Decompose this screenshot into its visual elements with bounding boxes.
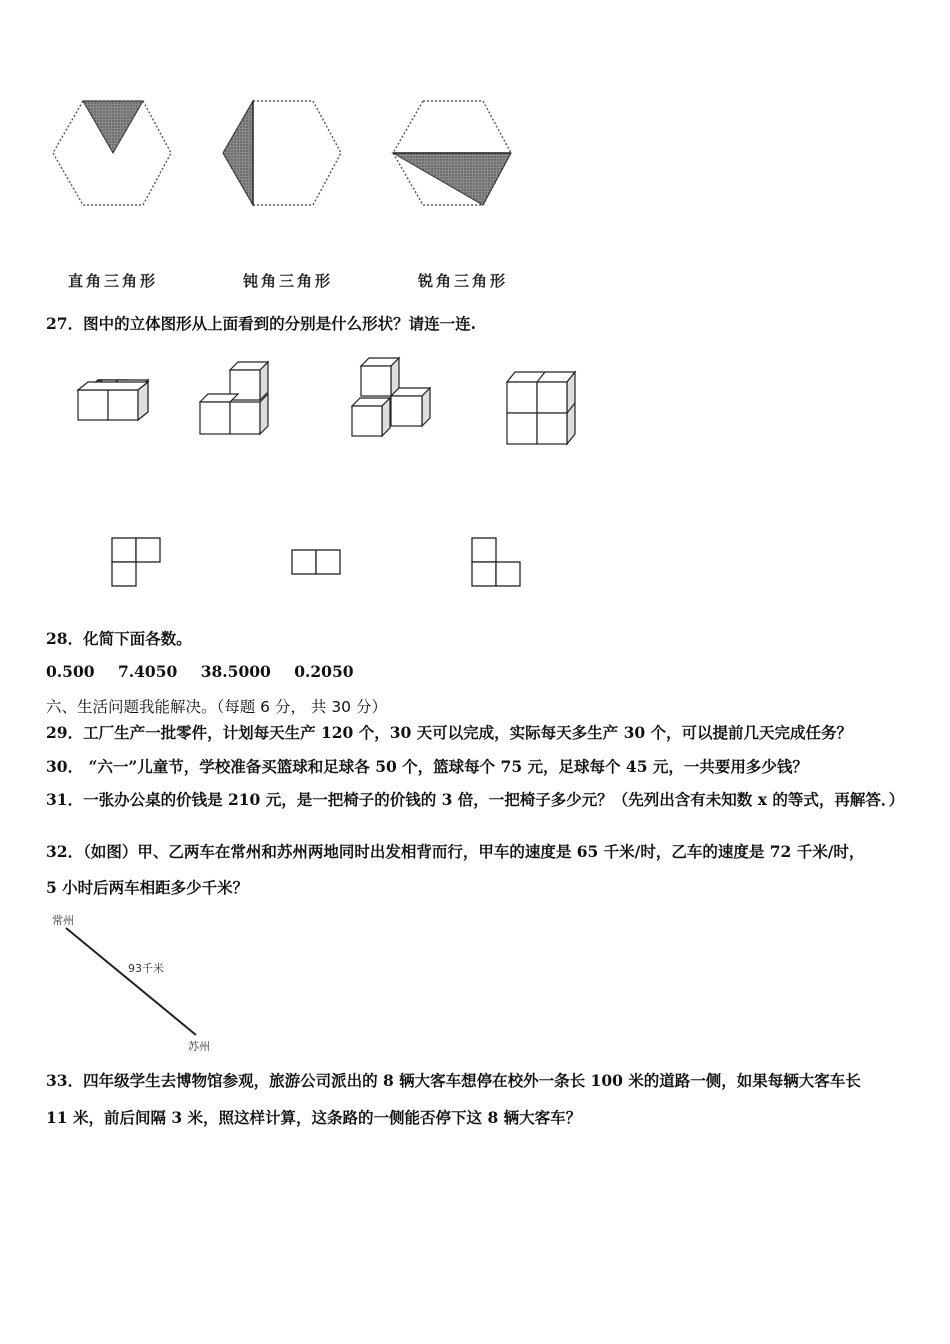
number-item: 7.4050: [117, 662, 178, 681]
solid-figures: [70, 350, 590, 450]
question-27: 27．图中的立体图形从上面看到的分别是什么形状？请连一连.: [46, 314, 476, 333]
solid-figure-3: [352, 358, 430, 436]
solid-figure-4: [507, 372, 575, 444]
number-item: 0.2050: [294, 662, 354, 681]
hexagon-figures: [40, 90, 540, 215]
question-31: 31．一张办公桌的价钱是 210 元，是一把椅子的价钱的 3 倍，一把椅子多少元？（先列出含有未知数 x 的等式，再解答．）: [46, 790, 905, 809]
solid-figure-2: [200, 362, 268, 434]
solid-figure-1: [78, 380, 148, 420]
question-28: 28．化简下面各数。: [46, 629, 192, 648]
distance-label: 93千米: [128, 962, 164, 975]
question-32-line2: 5 小时后两车相距多少千米？: [46, 878, 249, 897]
city-b-label: 苏州: [188, 1040, 210, 1053]
city-a-label: 常州: [52, 914, 74, 927]
question-29: 29．工厂生产一批零件，计划每天生产 120 个，30 天可以完成，实际每天多生产 30 个，可以提前几天完成任务？: [46, 723, 853, 742]
question-33-line1: 33．四年级学生去博物馆参观，旅游公司派出的 8 辆大客车想停在校外一条长 100 米的道路一侧，如果每辆大客车长: [46, 1071, 861, 1090]
number-item: 38.5000: [200, 662, 271, 681]
label-obtuse-triangle: 钝角三角形: [243, 272, 334, 290]
section-6-heading: 六、生活问题我能解决。（每题 6 分， 共 30 分）: [46, 698, 387, 716]
hexagon-obtuse-triangle: [223, 101, 341, 205]
hexagon-acute-triangle: [393, 101, 511, 205]
question-30: 30． “六一”儿童节，学校准备买篮球和足球各 50 个，篮球每个 75 元，足球每个 45 元，一共要用多少钱？: [46, 757, 808, 776]
top-view-3: [472, 538, 520, 586]
top-views: [100, 530, 540, 595]
label-right-triangle: 直角三角形: [68, 272, 159, 290]
hexagon-right-triangle: [53, 101, 171, 205]
distance-line: [60, 925, 210, 1040]
number-item: 0.500: [46, 662, 95, 681]
q28-numbers: [46, 662, 372, 681]
question-32-line1: 32．（如图）甲、乙两车在常州和苏州两地同时出发相背而行，甲车的速度是 65 千米/时，乙车的速度是 72 千米/时，: [46, 842, 865, 861]
label-acute-triangle: 锐角三角形: [418, 272, 509, 290]
question-33-line2: 11 米，前后间隔 3 米，照这样计算，这条路的一侧能否停下这 8 辆大客车？: [46, 1108, 582, 1127]
top-view-2: [292, 550, 340, 574]
top-view-1: [112, 538, 160, 586]
